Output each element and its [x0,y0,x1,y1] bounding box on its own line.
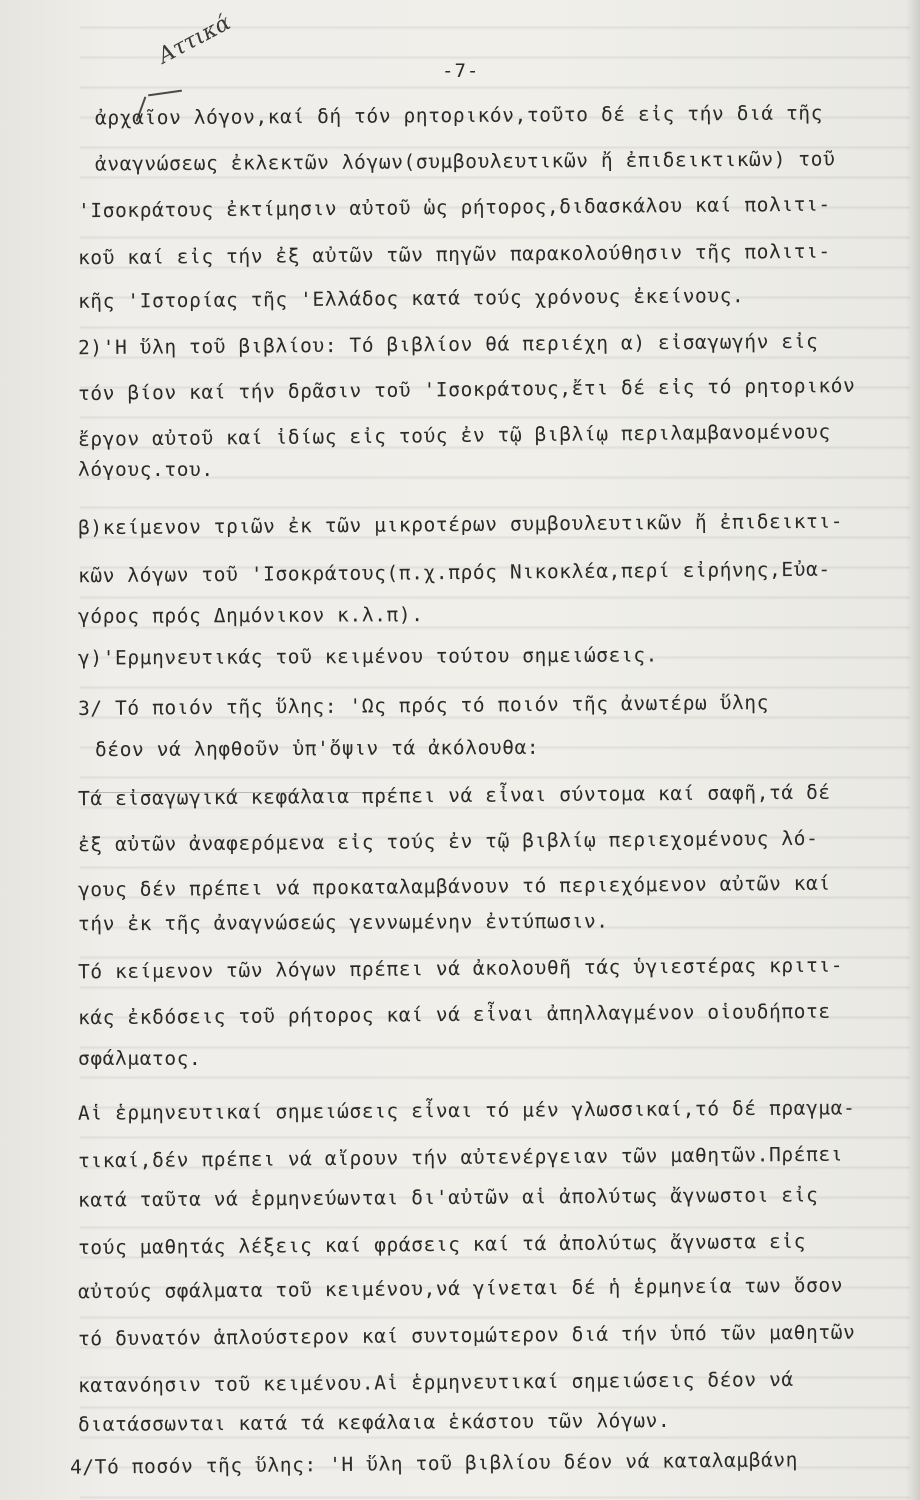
text-line: τόν βίον καί τήν δρᾶσιν τοῦ 'Ισοκράτους,ἔτι δέ εἰς τό ρητορικόν [77,373,856,406]
text-line: τήν ἐκ τῆς ἀναγνώσεώς γεννωμένην ἐντύπωσιν. [77,909,609,936]
handwritten-margin-note: Αττικά [154,10,235,69]
text-line: 2)'Η ὕλη τοῦ βιβλίου: Τό βιβλίον θά περιέχη α) εἰσαγωγήν εἰς [77,329,819,360]
text-line: ἐξ αὐτῶν ἀναφερόμενα εἰς τούς ἐν τῷ βιβλίῳ περιεχομένους λό- [77,826,819,857]
text-line: κῶν λόγων τοῦ 'Ισοκράτους(π.χ.πρός Νικοκλέα,περί εἰρήνης,Εὐα- [77,557,831,588]
text-line: λόγους.του. [78,458,214,481]
text-line: 4/Τό ποσόν τῆς ὕλης: 'Η ὕλη τοῦ βιβλίου δέον νά καταλαμβάνη [69,1448,799,1479]
text-line: Αἱ ἑρμηνευτικαί σημειώσεις εἶναι τό μέν γλωσσικαί,τό δέ πραγμα- [77,1096,856,1125]
text-line: 3/ Τό ποιόν τῆς ὕλης: 'Ως πρός τό ποιόν τῆς ἀνωτέρω ὕλης [77,690,770,721]
text-line: γους δέν πρέπει νά προκαταλαμβάνουν τό περιεχόμενον αὐτῶν καί [77,871,831,902]
page-number: -7- [442,60,480,82]
text-line: σφάλματος. [78,1047,202,1070]
text-line: κατά ταῦτα νά ἑρμηνεύωνται δι'αὐτῶν αἱ ἀπολύτως ἄγνωστοι εἰς [77,1183,819,1212]
page-edge-shadow [906,0,920,1500]
text-line: γ)'Ερμηνευτικάς τοῦ κειμένου τούτου σημειώσεις. [77,643,659,670]
text-line: γόρος πρός Δημόνικον κ.λ.π). [77,603,424,628]
text-line: δέον νά ληφθοῦν ὑπ'ὄψιν τά ἀκόλουθα: [94,735,540,762]
text-line: αὐτούς σφάλματα τοῦ κειμένου,νά γίνεται δέ ἡ ἑρμηνεία των ὅσον [77,1273,844,1304]
text-line: κῆς 'Ιστορίας τῆς 'Ελλάδος κατά τούς χρόνους ἐκείνους. [77,284,745,313]
text-line: 'Ισοκράτους ἐκτίμησιν αὐτοῦ ὡς ρήτορος,διδασκάλου καί πολιτι- [77,192,831,223]
text-line: Τό κείμενον τῶν λόγων πρέπει νά ἀκολουθῆ τάς ὑγιεστέρας κριτι- [77,953,844,984]
text-line: κατανόησιν τοῦ κειμένου.Αἱ ἑρμηνευτικαί σημειώσεις δέον νά [77,1367,794,1398]
text-line: ἔργον αὐτοῦ καί ἰδίως εἰς τούς ἐν τῷ βιβλίῳ περιλαμβανομένους [77,420,831,451]
text-line: κάς ἐκδόσεις τοῦ ρήτορος καί νά εἶναι ἀπηλλαγμένον οἱουδήποτε [77,999,831,1030]
text-line: κοῦ καί εἰς τήν ἐξ αὐτῶν τῶν πηγῶν παρακολούθησιν τῆς πολιτι- [77,239,831,270]
text-line: Τά εἰσαγωγικά κεφάλαια πρέπει νά εἶναι σύντομα καί σαφῆ,τά δέ [77,780,831,811]
margin-note-stroke [148,90,182,97]
text-line: ἀρχαῖον λόγον,καί δή τόν ρητορικόν,τοῦτο δέ εἰς τήν διά τῆς [94,101,824,130]
text-line: τούς μαθητάς λέξεις καί φράσεις καί τά ἀπολύτως ἄγνωστα εἰς [77,1229,807,1260]
text-line: τό δυνατόν ἁπλούστερον καί συντομώτερον διά τήν ὑπό τῶν μαθητῶν [77,1320,856,1351]
text-line: ἀναγνώσεως ἐκλεκτῶν λόγων(συμβουλευτικῶν ἤ ἐπιδεικτικῶν) τοῦ [94,147,836,176]
text-line: διατάσσωνται κατά τά κεφάλαια ἑκάστου τῶν λόγων. [77,1408,671,1437]
text-line: β)κείμενον τριῶν ἐκ τῶν μικροτέρων συμβουλευτικῶν ἤ ἐπιδεικτι- [77,509,844,540]
text-line: τικαί,δέν πρέπει νά αἴρουν τήν αὐτενέργειαν τῶν μαθητῶν.Πρέπει [77,1142,844,1173]
